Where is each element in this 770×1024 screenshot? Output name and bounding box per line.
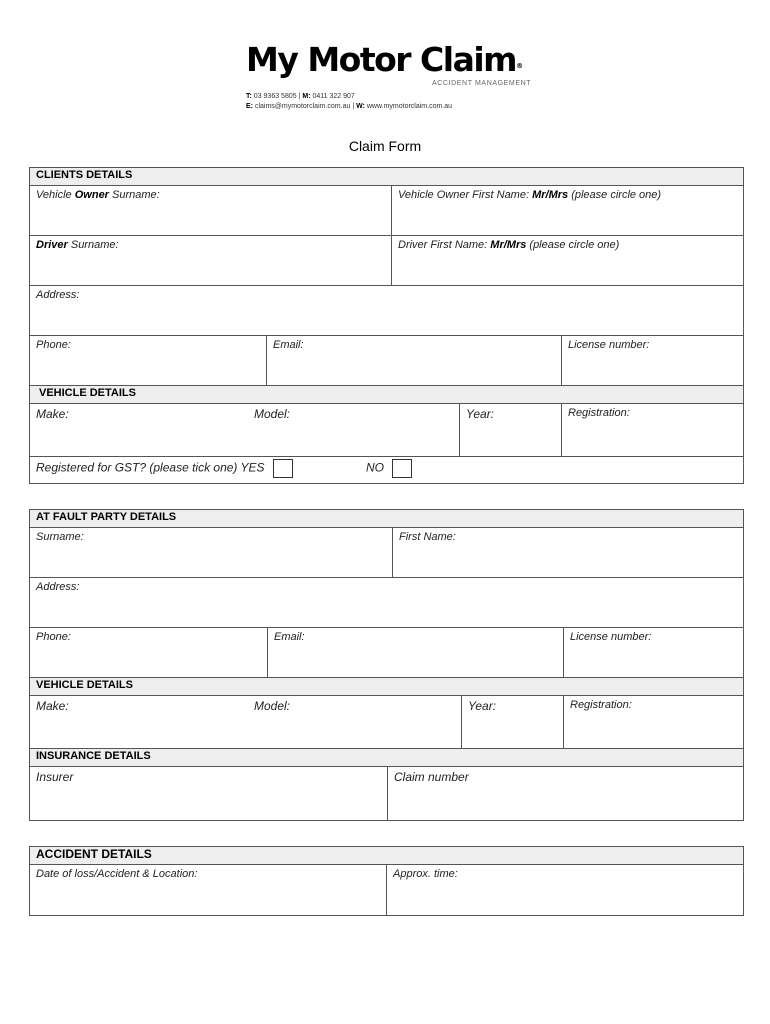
client-address-field[interactable]: Address: bbox=[36, 289, 80, 301]
at-fault-surname-field[interactable]: Surname: bbox=[36, 531, 84, 543]
at-fault-address-field[interactable]: Address: bbox=[36, 581, 80, 593]
client-contact-row bbox=[30, 336, 743, 386]
at-fault-email-field[interactable]: Email: bbox=[267, 628, 563, 677]
client-vehicle-details-header: VEHICLE DETAILS bbox=[30, 386, 743, 404]
at-fault-name-row bbox=[30, 528, 743, 578]
at-fault-vehicle-details-header: VEHICLE DETAILS bbox=[30, 678, 743, 696]
owner-first-name-field[interactable]: Vehicle Owner First Name: Mr/Mrs (please circle one) bbox=[391, 186, 743, 235]
gst-no-checkbox[interactable] bbox=[392, 459, 412, 478]
clients-details-section bbox=[29, 167, 744, 484]
driver-name-row bbox=[30, 236, 743, 286]
at-fault-party-section bbox=[29, 509, 744, 821]
at-fault-phone-field[interactable]: Phone: bbox=[36, 631, 71, 643]
at-fault-license-field[interactable]: License number: bbox=[563, 628, 743, 677]
date-location-field[interactable]: Date of loss/Accident & Location: bbox=[36, 868, 198, 880]
at-fault-first-name-field[interactable]: First Name: bbox=[392, 528, 743, 577]
owner-name-row bbox=[30, 186, 743, 236]
client-year-field[interactable]: Year: bbox=[459, 404, 561, 456]
accident-details-header: ACCIDENT DETAILS bbox=[30, 847, 743, 865]
client-license-field[interactable]: License number: bbox=[561, 336, 743, 385]
accident-details-section bbox=[29, 846, 744, 916]
at-fault-year-field[interactable]: Year: bbox=[461, 696, 563, 748]
at-fault-model-field[interactable]: Model: bbox=[254, 699, 291, 713]
logo-tagline: ACCIDENT MANAGEMENT bbox=[432, 80, 532, 87]
registered-mark: ® bbox=[516, 62, 524, 70]
accident-row bbox=[30, 865, 743, 915]
at-fault-contact-row bbox=[30, 628, 743, 678]
at-fault-party-header: AT FAULT PARTY DETAILS bbox=[30, 510, 743, 528]
insurance-row bbox=[30, 767, 743, 820]
at-fault-registration-field[interactable]: Registration: bbox=[563, 696, 743, 748]
gst-row bbox=[30, 457, 743, 483]
form-title: Claim Form bbox=[348, 138, 422, 154]
gst-question: Registered for GST? (please tick one) YES bbox=[30, 457, 360, 483]
client-vehicle-row bbox=[30, 404, 743, 457]
driver-first-name-field[interactable]: Driver First Name: Mr/Mrs (please circle one) bbox=[391, 236, 743, 285]
at-fault-make-field[interactable]: Make: bbox=[36, 699, 69, 713]
client-registration-field[interactable]: Registration: bbox=[561, 404, 743, 456]
client-address-row bbox=[30, 286, 743, 336]
approx-time-field[interactable]: Approx. time: bbox=[386, 865, 743, 915]
claim-number-field[interactable]: Claim number bbox=[387, 767, 743, 820]
at-fault-address-row bbox=[30, 578, 743, 628]
at-fault-vehicle-row bbox=[30, 696, 743, 749]
logo: My Motor Claim® bbox=[246, 40, 524, 79]
insurance-details-header: INSURANCE DETAILS bbox=[30, 749, 743, 767]
gst-no-option: NO bbox=[360, 457, 480, 483]
client-model-field[interactable]: Model: bbox=[254, 407, 291, 421]
driver-surname-field[interactable]: Driver Surname: bbox=[36, 239, 119, 251]
insurer-field[interactable]: Insurer bbox=[36, 770, 74, 784]
gst-yes-checkbox[interactable] bbox=[273, 459, 293, 478]
client-email-field[interactable]: Email: bbox=[266, 336, 561, 385]
letterhead bbox=[246, 40, 532, 110]
client-phone-field[interactable]: Phone: bbox=[36, 339, 71, 351]
clients-details-header: CLIENTS DETAILS bbox=[30, 168, 743, 186]
client-make-field[interactable]: Make: bbox=[36, 407, 69, 421]
owner-surname-field[interactable]: Vehicle Owner Surname: bbox=[36, 189, 160, 201]
contact-info: T: 03 9363 5805 | M: 0411 322 907 E: claims@mymotorclaim.com.au | W: www.mymotorclaim.com.au bbox=[246, 93, 453, 110]
